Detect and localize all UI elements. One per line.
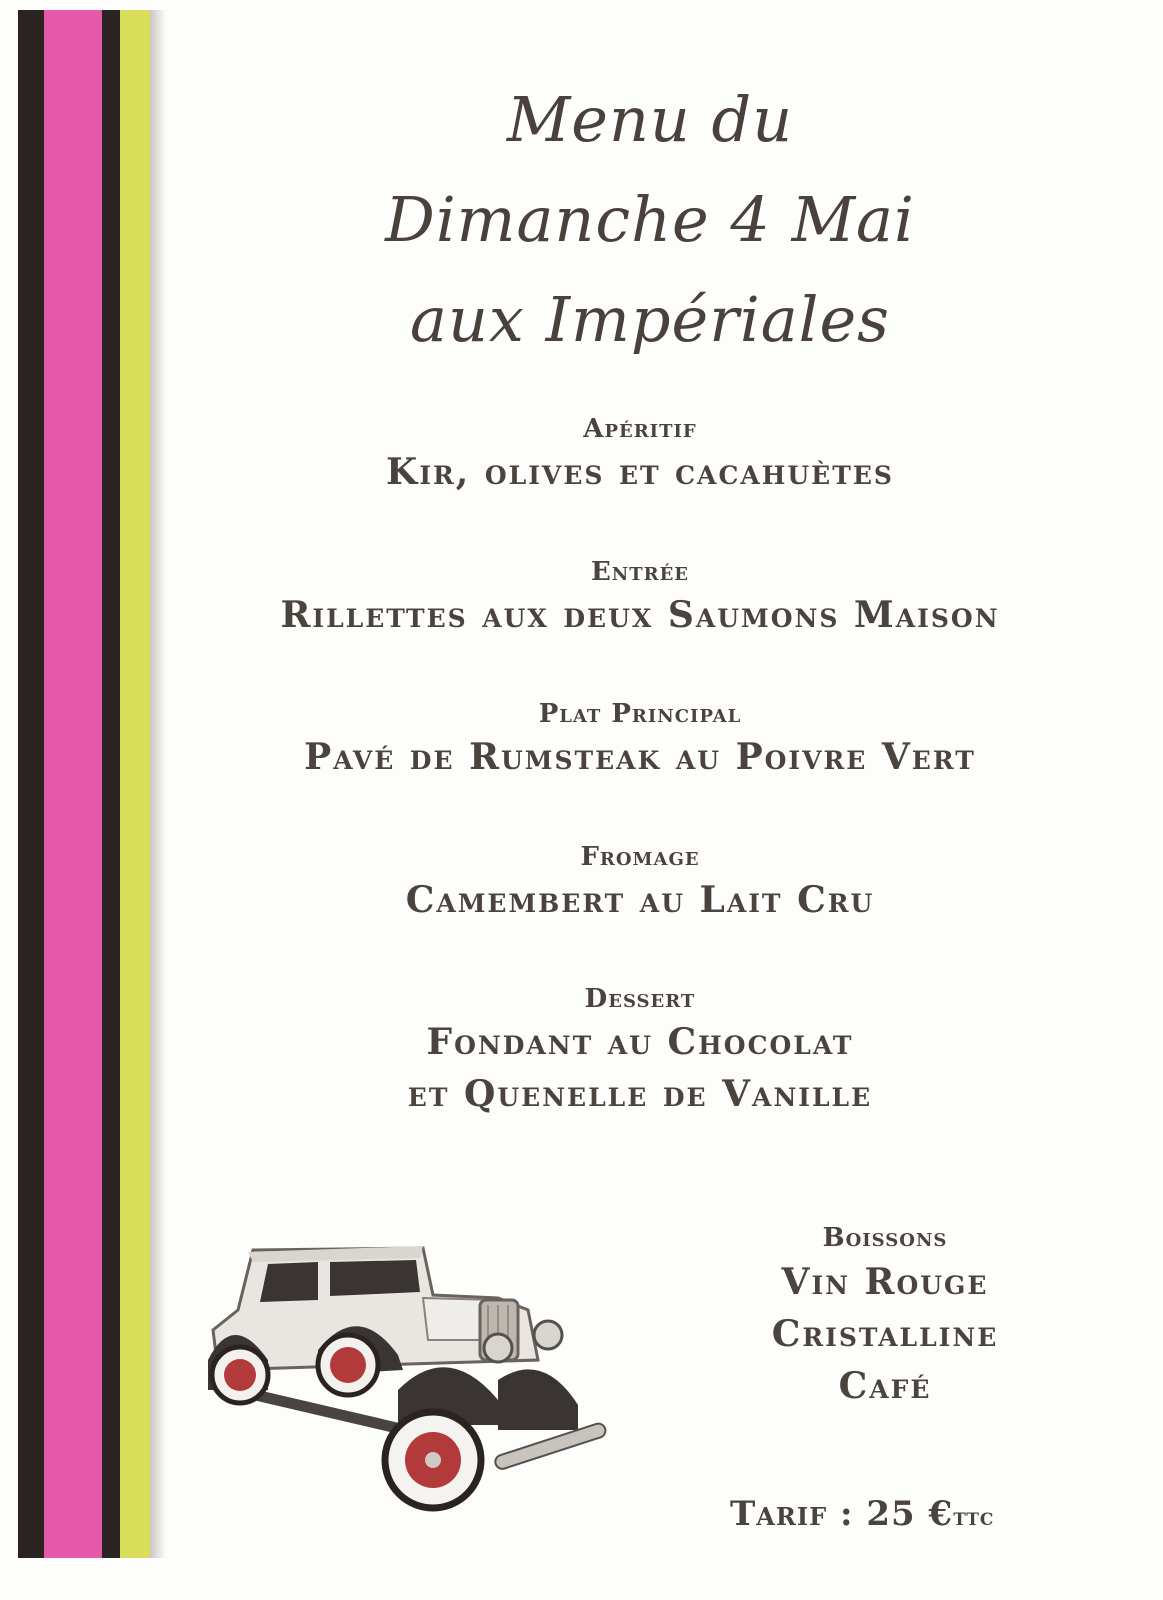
course-label: Dessert xyxy=(584,984,696,1014)
course-dish: Fondant au Chocolat xyxy=(426,1021,854,1063)
course-label: Plat Principal xyxy=(538,699,742,729)
drink-item: Café xyxy=(838,1365,932,1407)
stripe-lime xyxy=(120,10,150,1558)
drinks-label: Boissons xyxy=(822,1223,948,1253)
course-dish: Rillettes aux deux Saumons Maison xyxy=(280,594,1000,636)
title-line: Menu du xyxy=(506,83,794,156)
menu-title xyxy=(200,70,1100,370)
course-dish: Kir, olives et cacahuètes xyxy=(386,451,894,493)
title-line: aux Impériales xyxy=(410,283,890,356)
price xyxy=(730,1494,1060,1534)
stripe-black xyxy=(102,10,120,1558)
stripe-pink xyxy=(44,10,102,1558)
course-dish: et Quenelle de Vanille xyxy=(407,1073,873,1115)
price-amount: 25 € xyxy=(866,1494,954,1534)
course-dish: Pavé de Rumsteak au Poivre Vert xyxy=(304,736,976,778)
course-dish: Camembert au Lait Cru xyxy=(405,879,875,921)
course-dessert xyxy=(200,982,1080,1120)
vintage-car-illustration xyxy=(198,1240,618,1540)
drink-item: Vin Rouge xyxy=(781,1261,989,1303)
decorative-stripes xyxy=(18,10,166,1558)
course-label: Fromage xyxy=(580,842,700,872)
course-entree xyxy=(200,555,1080,641)
course-cheese xyxy=(200,840,1080,926)
price-unit: ttc xyxy=(953,1502,995,1531)
stripe-black xyxy=(18,10,44,1558)
course-aperitif xyxy=(200,412,1080,498)
drinks-section xyxy=(730,1220,1040,1412)
course-label: Apéritif xyxy=(583,414,697,444)
course-main xyxy=(200,697,1080,783)
course-label: Entrée xyxy=(590,557,690,587)
price-label: Tarif : xyxy=(730,1494,854,1534)
title-line: Dimanche 4 Mai xyxy=(385,183,915,256)
drink-item: Cristalline xyxy=(771,1313,999,1355)
stripe-shadow xyxy=(150,10,166,1558)
